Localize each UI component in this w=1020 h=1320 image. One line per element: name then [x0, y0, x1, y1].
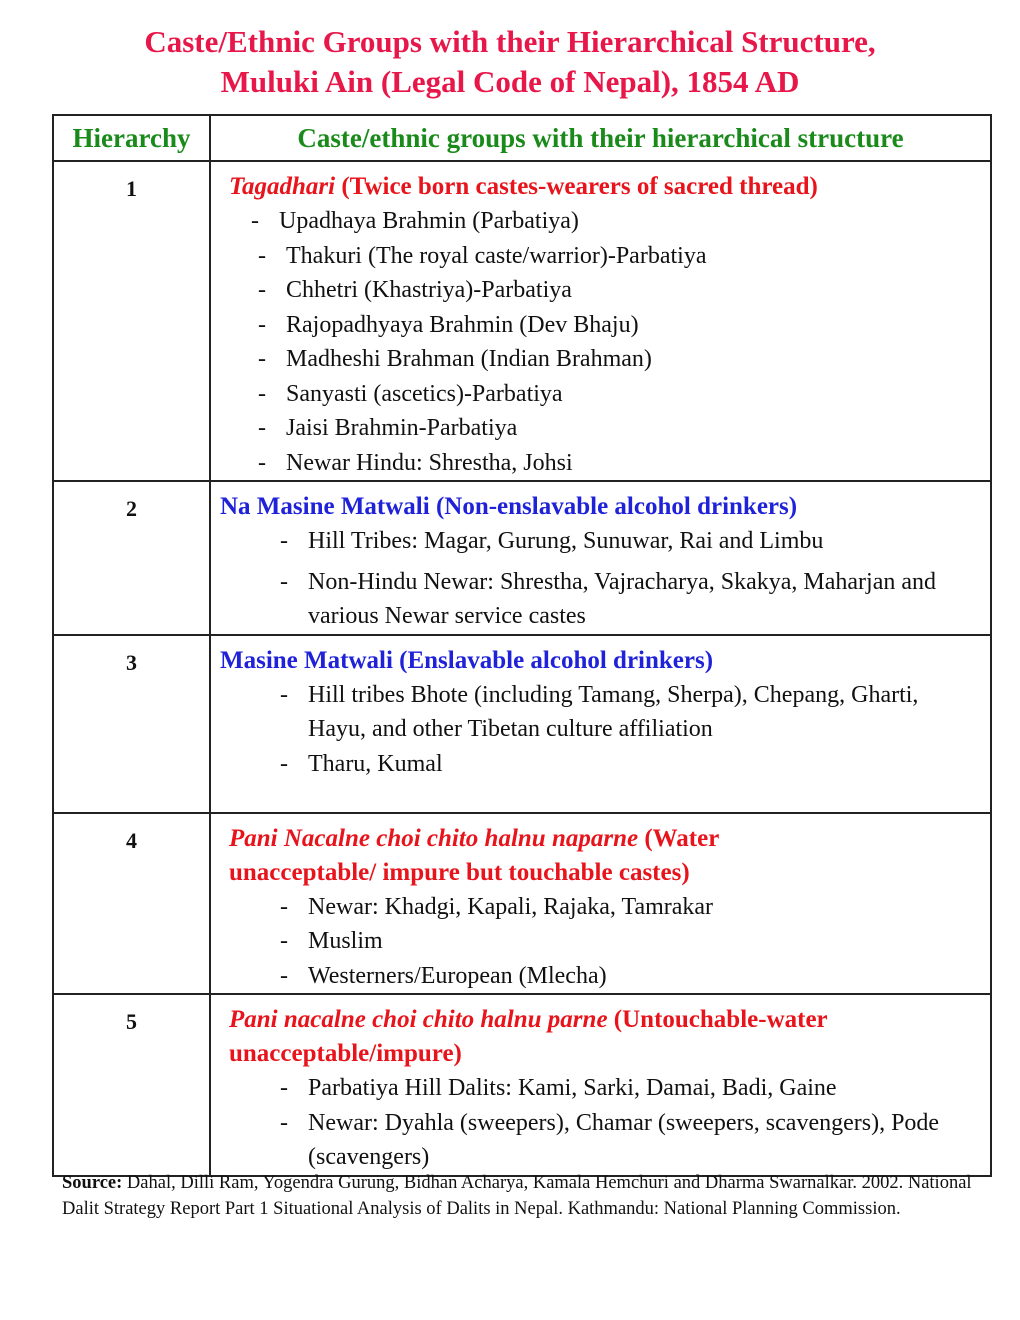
source-text: Dahal, Dilli Ram, Yogendra Gurung, Bidhan Acharya, Kamala Hemchuri and Dharma Swarnalkar. 2002. National Dalit Strategy Report Part 1 Situational Analysis of Dalits in Nepal. Kathmandu: National Planning Commission. [62, 1173, 972, 1219]
table-header-row [53, 115, 991, 161]
list-item: - Muslim [280, 928, 383, 954]
groups-cell [210, 161, 991, 481]
table-row [53, 481, 991, 635]
list-item: - Hill Tribes: Magar, Gurung, Sunuwar, Rai and Limbu [280, 528, 824, 554]
group-list [280, 678, 930, 782]
table-row [53, 635, 991, 813]
row-heading [229, 822, 870, 890]
group-list [229, 204, 990, 480]
row-heading: Masine Matwali (Enslavable alcohol drinkers) [220, 646, 714, 674]
list-item: - Newar Hindu: Shrestha, Johsi [258, 449, 573, 476]
row-heading-rest: (Water unacceptable/ impure but touchable castes) [229, 824, 719, 886]
group-list [280, 1071, 940, 1175]
row-heading: Na Masine Matwali (Non-enslavable alcohol drinkers) [220, 493, 798, 520]
list-item: - Thakuri (The royal caste/warrior)-Parbatiya [258, 242, 707, 269]
table-row [53, 813, 991, 995]
groups-cell [210, 481, 991, 635]
row-heading-rest: (Twice born castes-wearers of sacred thread) [335, 173, 818, 200]
list-item: - Parbatiya Hill Dalits: Kami, Sarki, Damai, Badi, Gaine [280, 1075, 837, 1101]
header-hierarchy: Hierarchy [53, 115, 210, 161]
title-line-2: Muluki Ain (Legal Code of Nepal), 1854 AD [220, 64, 800, 99]
source-citation [62, 1170, 982, 1222]
hierarchy-number: 5 [53, 994, 210, 1176]
row-heading-rest: (Untouchable-water unacceptable/impure) [229, 1006, 828, 1067]
hierarchy-table [52, 114, 992, 1177]
row-heading-italic: Pani Nacalne choi chito halnu naparne [229, 824, 639, 852]
table-row [53, 161, 991, 481]
hierarchy-number: 2 [53, 481, 210, 635]
list-item: - Sanyasti (ascetics)-Parbatiya [258, 380, 563, 407]
list-item: - Tharu, Kumal [280, 750, 443, 777]
list-item: - Madheshi Brahman (Indian Brahman) [258, 346, 652, 372]
list-item: - Chhetri (Khastriya)-Parbatiya [258, 277, 572, 303]
list-item: - Hill tribes Bhote (including Tamang, Sherpa), Chepang, Gharti, Hayu, and other Tibetan culture affiliation [280, 681, 919, 742]
hierarchy-number: 1 [53, 161, 210, 481]
row-heading [229, 170, 990, 204]
list-item: - Newar: Khadgi, Kapali, Rajaka, Tamrakar [280, 893, 714, 920]
list-item: - Newar: Dyahla (sweepers), Chamar (sweepers, scavengers), Pode (scavengers) [280, 1109, 940, 1170]
source-label: Source: [62, 1173, 123, 1193]
table-row [53, 994, 991, 1176]
row-heading-italic: Pani nacalne choi chito halnu parne [229, 1006, 608, 1033]
row-heading [229, 1003, 970, 1071]
list-item: - Upadhaya Brahmin (Parbatiya) [251, 208, 579, 234]
title-line-1: Caste/Ethnic Groups with their Hierarchical Structure, [144, 24, 876, 59]
group-list [280, 890, 870, 994]
hierarchy-number: 3 [53, 635, 210, 813]
group-list [280, 524, 970, 634]
groups-cell [210, 813, 991, 995]
list-item: - Rajopadhyaya Brahmin (Dev Bhaju) [258, 311, 639, 338]
header-groups: Caste/ethnic groups with their hierarchical structure [210, 115, 991, 161]
hierarchy-number: 4 [53, 813, 210, 995]
groups-cell [210, 994, 991, 1176]
list-item: - Jaisi Brahmin-Parbatiya [258, 415, 518, 441]
document-title [0, 22, 1020, 102]
list-item: - Non-Hindu Newar: Shrestha, Vajracharya, Skakya, Maharjan and various Newar service castes [280, 568, 937, 629]
row-heading-italic: Tagadhari [229, 173, 336, 200]
groups-cell [210, 635, 991, 813]
list-item: - Westerners/European (Mlecha) [280, 962, 607, 989]
